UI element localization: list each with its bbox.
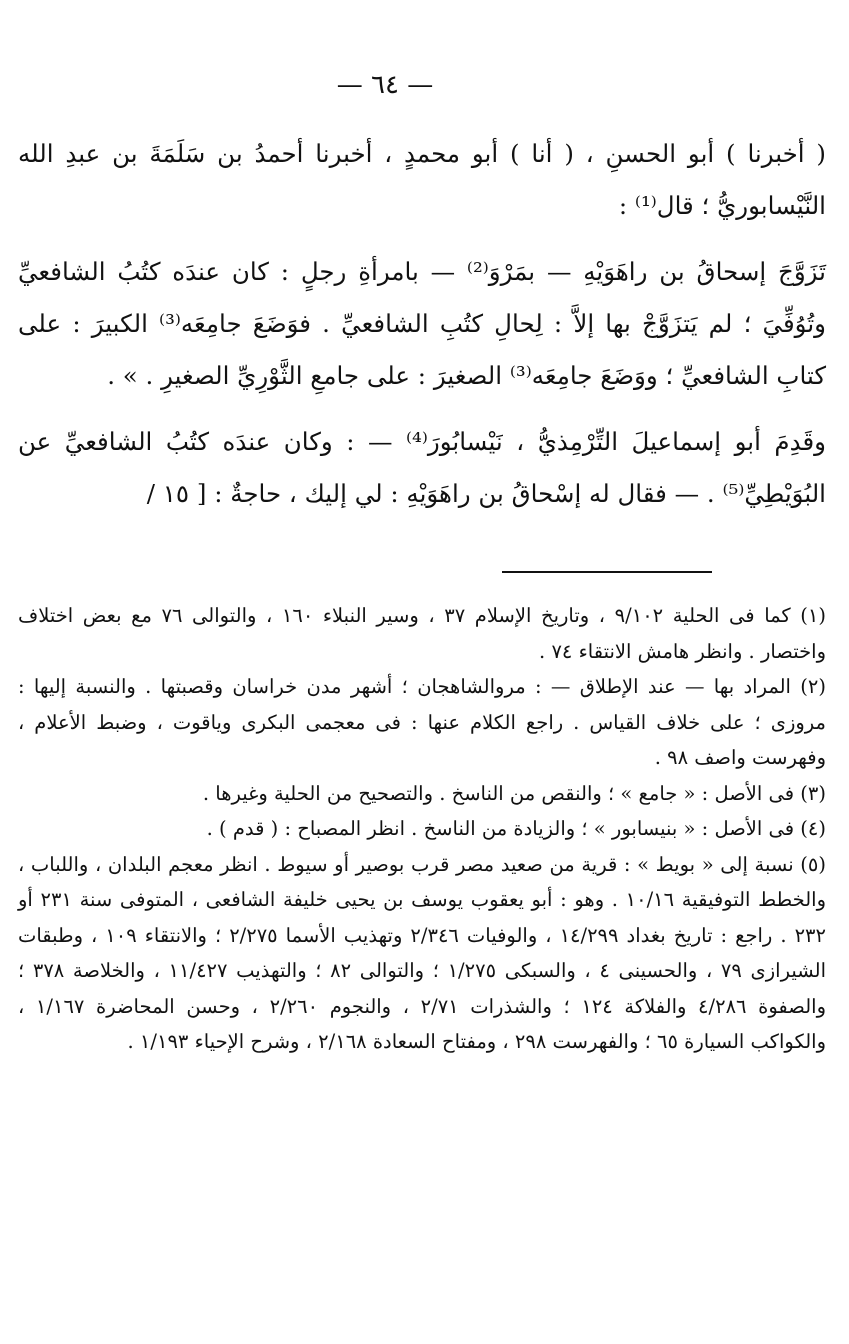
footnote-3: (٣) فى الأصل : « جامع » ؛ والنقص من الناسخ . والتصحيح من الحلية وغيرها .: [202, 781, 826, 805]
footnotes: [18, 598, 826, 1060]
footnote-5: (٥) نسبة إلى « بويط » : قرية من صعيد مصر قرب بوصير أو سيوط . انظر معجم البلدان ، واللباب ، والخطط التوفيقية ١٠/١٦ . وهو : أبو يعقوب يوسف بن يحيى خليفة الشافعى ، المتوفى سنة ٢٣١ أو ٢٣٢ . راجع : تاريخ بغداد ١٤/٢٩٩ ، والوفيات ٢/٣٤٦ وتهذيب الأسما ٢/٢٧٥ ؛ والانتقاء ١٠٩ ، وطبقات الشيرازى ٧٩ ، والحسينى ٤ ، والسبكى ١/٢٧٥ ؛ والتوالى ٨٢ ؛ والتهذيب ١١/٤٢٧ ، والخلاصة ٣٧٨ ؛ والصفوة ٤/٢٨٦ والفلاكة ١٢٤ ؛ والشذرات ٢/٧١ ، والنجوم ٢/٢٦٠ ، وحسن المحاضرة ١/١٦٧ ، والكواكب السيارة ٦٥ ؛ والفهرست ٢٩٨ ، ومفتاح السعادة ٢/١٦٨ ، وشرح الإحياء ١/١٩٣ .: [18, 852, 826, 1053]
page-number: — ٦٤ —: [336, 70, 434, 100]
footnote-4: (٤) فى الأصل : « بنيسابور » ؛ والزيادة من الناسخ . انظر المصباح : ( قدم ) .: [206, 817, 826, 840]
footnote-1: (١) كما فى الحلية ٩/١٠٢ ، وتاريخ الإسلام ٣٧ ، وسير النبلاء ١٦٠ ، والتوالى ٧٦ مع بعض اختلاف واختصار . وانظر هامش الانتقاء ٧٤ .: [18, 604, 826, 663]
main-text: [18, 128, 826, 534]
main-paragraph-isnad: ( أخبرنا ) أبو الحسنِ ، ( أنا ) أبو محمدٍ ، أخبرنا أحمدُ بن سَلَمَةَ بن عبدِ الله النَّيْسابوريُّ ؛ قال⁽¹⁾ :: [18, 139, 826, 220]
footnote-2: (٢) المراد بها — عند الإطلاق — : مروالشاهجان ؛ أشهر مدن خراسان وقصبتها . والنسبة إليها : مروزى ؛ على خلاف القياس . راجع الكلام عنها : فى معجمى البكرى وياقوت ، وضبط الأعلام ، وفهرست واصف ٩٨ .: [18, 675, 826, 769]
footnote-divider: [502, 571, 712, 573]
main-paragraph-tirmidhi: وقَدِمَ أبو إسماعيلَ التِّرْمِذيُّ ، نَيْسابُورَ⁽⁴⁾ — : وكان عندَه كتُبُ الشافعيِّ عن البُوَيْطِيِّ⁽⁵⁾ . — فقال له إسْحاقُ بن راهَوَيْهِ : لي إليك ، حاجةٌ : [ ١٥ /: [18, 427, 826, 508]
main-paragraph-marriage: تَزَوَّجَ إسحاقُ بن راهَوَيْهِ — بمَرْوَ⁽²⁾ — بامرأةِ رجلٍ : كان عندَه كتُبُ الشافعيِّ وتُوُفِّيَ ؛ لم يَتزَوَّجْ بها إلاَّ : لِحالِ كتُبِ الشافعيِّ . فوَضَعَ جامِعَه⁽³⁾ الكبيرَ : على كتابِ الشافعيِّ ؛ ووَضَعَ جامِعَه⁽³⁾ الصغيرَ : على جامعِ الثَّوْرِيِّ الصغيرِ . » .: [18, 257, 826, 390]
